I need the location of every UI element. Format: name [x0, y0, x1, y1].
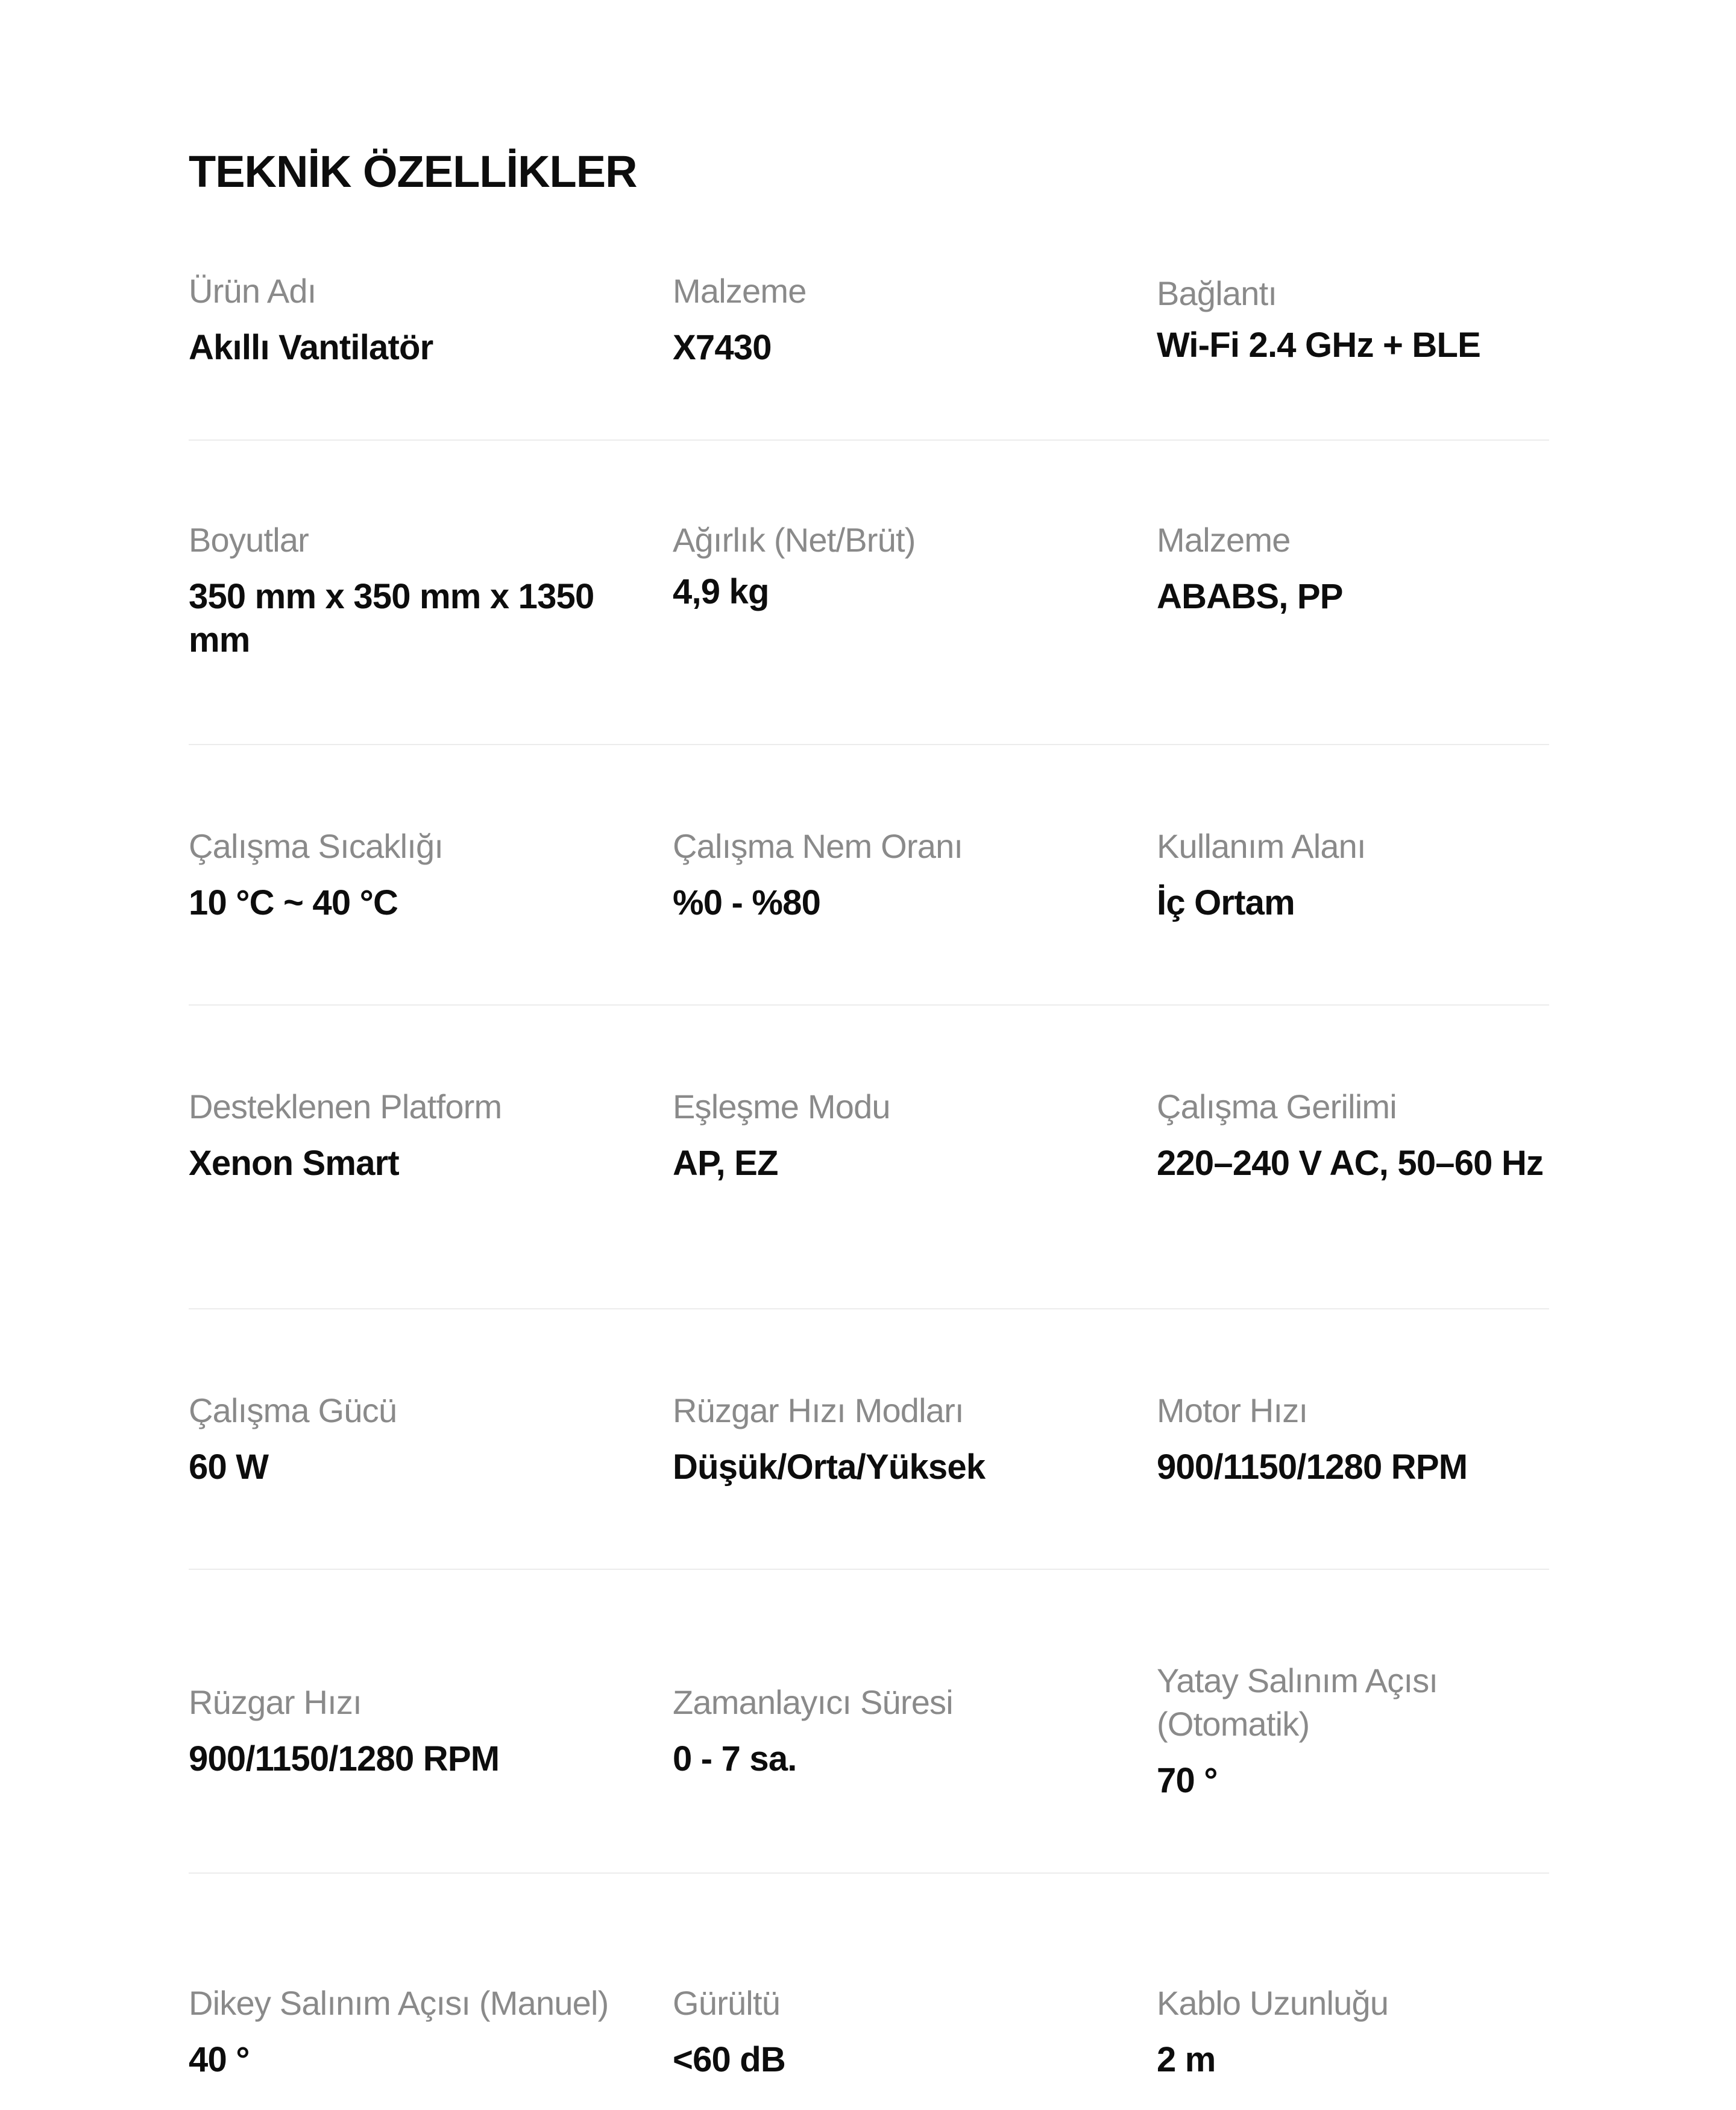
- spec-value: Akıllı Vantilatör: [189, 328, 433, 367]
- spec-value: 70 °: [1157, 1761, 1218, 1800]
- spec-label: Kablo Uzunluğu: [1157, 1984, 1389, 2022]
- spec-label: Boyutlar: [189, 521, 309, 559]
- spec-item: [673, 825, 1157, 925]
- spec-item: [1157, 272, 1549, 367]
- section-title: TEKNİK ÖZELLİKLER: [189, 146, 637, 197]
- spec-item: [1157, 1982, 1549, 2082]
- spec-item: [189, 1681, 673, 1781]
- spec-value: AP, EZ: [673, 1144, 778, 1183]
- spec-label: Çalışma Gücü: [189, 1391, 397, 1429]
- spec-value: 900/1150/1280 RPM: [189, 1739, 500, 1778]
- spec-row: [189, 518, 1549, 681]
- row-divider: [189, 744, 1549, 745]
- row-divider: [189, 1569, 1549, 1570]
- spec-value: 2 m: [1157, 2040, 1216, 2079]
- spec-label: Ağırlık (Net/Brüt): [673, 521, 916, 559]
- spec-value: ABABS, PP: [1157, 577, 1343, 616]
- spec-item: [189, 825, 673, 925]
- spec-item: [1157, 1659, 1549, 1803]
- spec-item: [189, 1389, 673, 1489]
- spec-value: İç Ortam: [1157, 883, 1295, 922]
- spec-label: Çalışma Nem Oranı: [673, 827, 963, 865]
- spec-label: Malzeme: [673, 272, 807, 310]
- spec-item: [673, 518, 1157, 614]
- spec-value: X7430: [673, 328, 772, 367]
- spec-value: 220–240 V AC, 50–60 Hz: [1157, 1144, 1544, 1183]
- spec-label: Desteklenen Platform: [189, 1088, 502, 1126]
- spec-item: [673, 269, 1157, 370]
- spec-value: 40 °: [189, 2040, 250, 2079]
- spec-item: [189, 269, 673, 370]
- spec-row: [189, 1649, 1549, 1812]
- spec-item: [1157, 825, 1549, 925]
- spec-label: Kullanım Alanı: [1157, 827, 1366, 865]
- spec-value: 4,9 kg: [673, 572, 769, 611]
- spec-value: 10 °C ~ 40 °C: [189, 883, 398, 922]
- spec-label: Ürün Adı: [189, 272, 316, 310]
- spec-item: [673, 1389, 1157, 1489]
- spec-value: %0 - %80: [673, 883, 821, 922]
- spec-label: Eşleşme Modu: [673, 1088, 890, 1126]
- spec-label: Rüzgar Hızı: [189, 1683, 362, 1721]
- spec-value: Xenon Smart: [189, 1144, 399, 1183]
- spec-value: Wi-Fi 2.4 GHz + BLE: [1157, 326, 1480, 365]
- spec-label: Zamanlayıcı Süresi: [673, 1683, 953, 1721]
- spec-value: 60 W: [189, 1447, 269, 1487]
- spec-label: Çalışma Sıcaklığı: [189, 827, 444, 865]
- spec-item: [673, 1982, 1157, 2082]
- spec-label: Malzeme: [1157, 521, 1291, 559]
- spec-value: 0 - 7 sa.: [673, 1739, 797, 1778]
- spec-label: Gürültü: [673, 1984, 781, 2022]
- spec-item: [189, 1982, 673, 2082]
- row-divider: [189, 439, 1549, 441]
- spec-value: <60 dB: [673, 2040, 786, 2079]
- spec-item: [189, 518, 673, 662]
- spec-row: [189, 1389, 1549, 1510]
- spec-item: [1157, 1085, 1549, 1185]
- spec-item: [189, 1085, 673, 1185]
- spec-row: [189, 825, 1549, 945]
- spec-label: Çalışma Gerilimi: [1157, 1088, 1397, 1126]
- row-divider: [189, 1308, 1549, 1309]
- spec-value: 350 mm x 350 mm x 1350 mm: [189, 577, 594, 660]
- row-divider: [189, 1004, 1549, 1006]
- spec-row: [189, 1953, 1549, 2110]
- spec-row: [189, 1085, 1549, 1248]
- spec-value: 900/1150/1280 RPM: [1157, 1447, 1468, 1487]
- spec-value: Düşük/Orta/Yüksek: [673, 1447, 986, 1487]
- spec-label: Yatay Salınım Açısı (Otomatik): [1157, 1661, 1438, 1743]
- spec-label: Motor Hızı: [1157, 1391, 1308, 1429]
- spec-item: [673, 1681, 1157, 1781]
- row-divider: [189, 1872, 1549, 1874]
- spec-row: [189, 259, 1549, 380]
- spec-item: [1157, 518, 1549, 619]
- spec-label: Dikey Salınım Açısı (Manuel): [189, 1984, 609, 2022]
- spec-item: [1157, 1389, 1549, 1489]
- spec-label: Rüzgar Hızı Modları: [673, 1391, 964, 1429]
- spec-item: [673, 1085, 1157, 1185]
- spec-label: Bağlantı: [1157, 274, 1277, 312]
